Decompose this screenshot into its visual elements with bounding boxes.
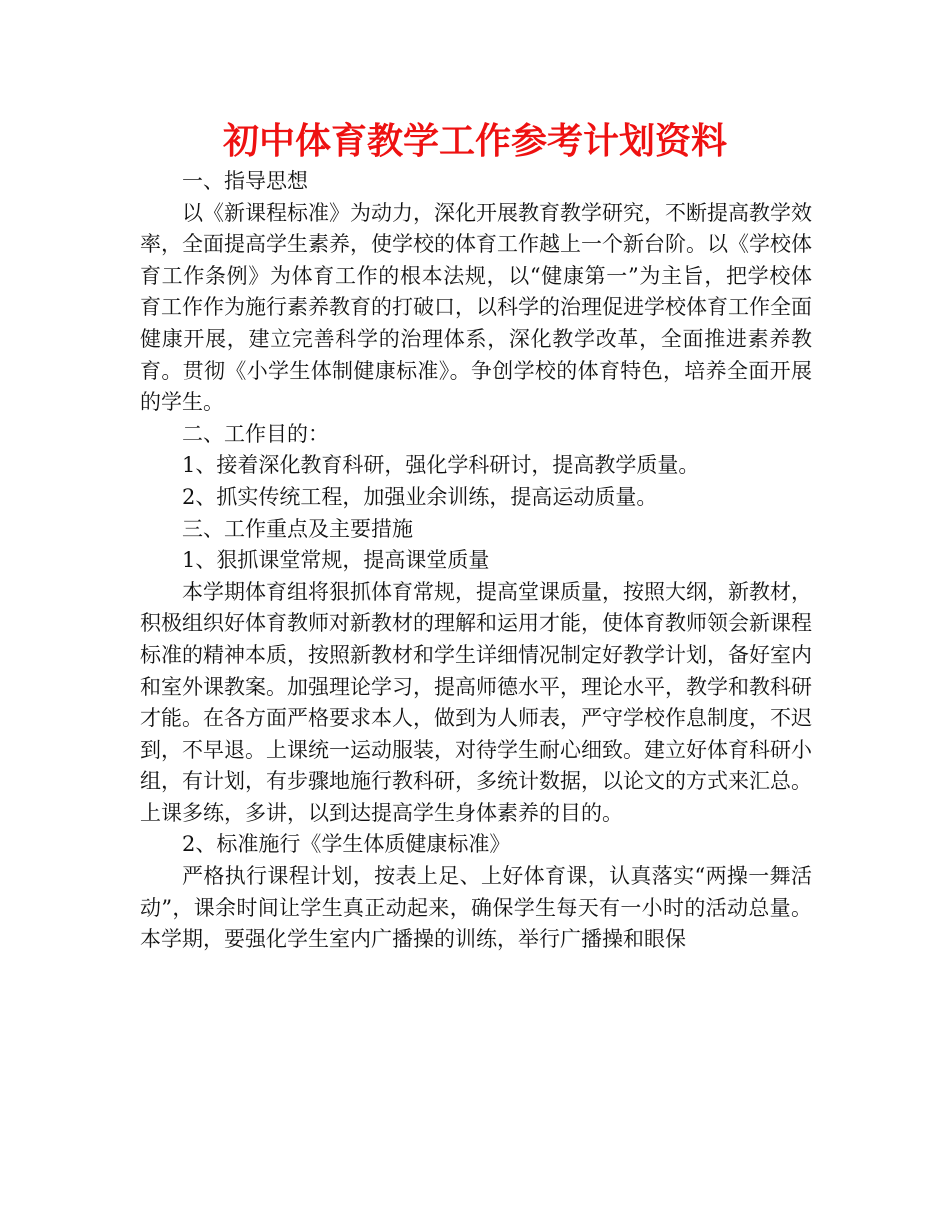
document-title: 初中体育教学工作参考计划资料 [222,121,727,162]
section-heading-work-goals: 二、工作目的： [182,421,329,446]
list-item-goal-1: 1、接着深化教育科研，强化学科研讨，提高教学质量。 [182,453,700,478]
list-item-goal-2: 2、抓实传统工程，加强业余训练，提高运动质量。 [182,484,658,509]
section-heading-guiding-thought: 一、指导思想 [182,169,308,193]
subheading-health-standard: 2、标准施行《学生体质健康标准》 [182,832,511,857]
section-heading-key-measures: 三、工作重点及主要措施 [182,516,413,541]
paragraph-classroom-routine: 本学期体育组将狠抓体育常规，提高堂课质量，按照大纲，新教材，积极组织好体育教师对新教材的理解和运用才能，使体育教师领会新课程标准的精神本质，按照新教材和学生详细情况制定好教学计划，备好室内和室外课教案。加强理论学习，提高师德水平，理论水平，教学和教科研才能。在各方面严格要求本人，做到为人师表，严守学校作息制度，不迟到，不早退。上课统一运动服装，对待学生耐心细致。建立好体育科研小组，有计划，有步骤地施行教科研，多统计数据，以论文的方式来汇总。上课多练，多讲，以到达提高学生身体素养的目的。 [140,579,812,825]
paragraph-guiding-thought: 以《新课程标准》为动力，深化开展教育教学研究，不断提高教学效率，全面提高学生素养，使学校的体育工作越上一个新台阶。以《学校体育工作条例》为体育工作的根本法规，以“健康第一”为主旨，把学校体育工作作为施行素养教育的打破口，以科学的治理促进学校体育工作全面健康开展，建立完善科学的治理体系，深化教学改革，全面推进素养教育。贯彻《小学生体制健康标准》。争创学校的体育特色，培养全面开展的学生。 [140,200,812,415]
document-body [140,166,812,956]
paragraph-health-standard: 严格执行课程计划，按表上足、上好体育课，认真落实“两操一舞活动”，课余时间让学生真正动起来，确保学生每天有一小时的活动总量。本学期，要强化学生室内广播操的训练，举行广播操和眼保 [140,864,812,952]
subheading-classroom-routine: 1、狠抓课堂常规，提高课堂质量 [182,548,490,573]
